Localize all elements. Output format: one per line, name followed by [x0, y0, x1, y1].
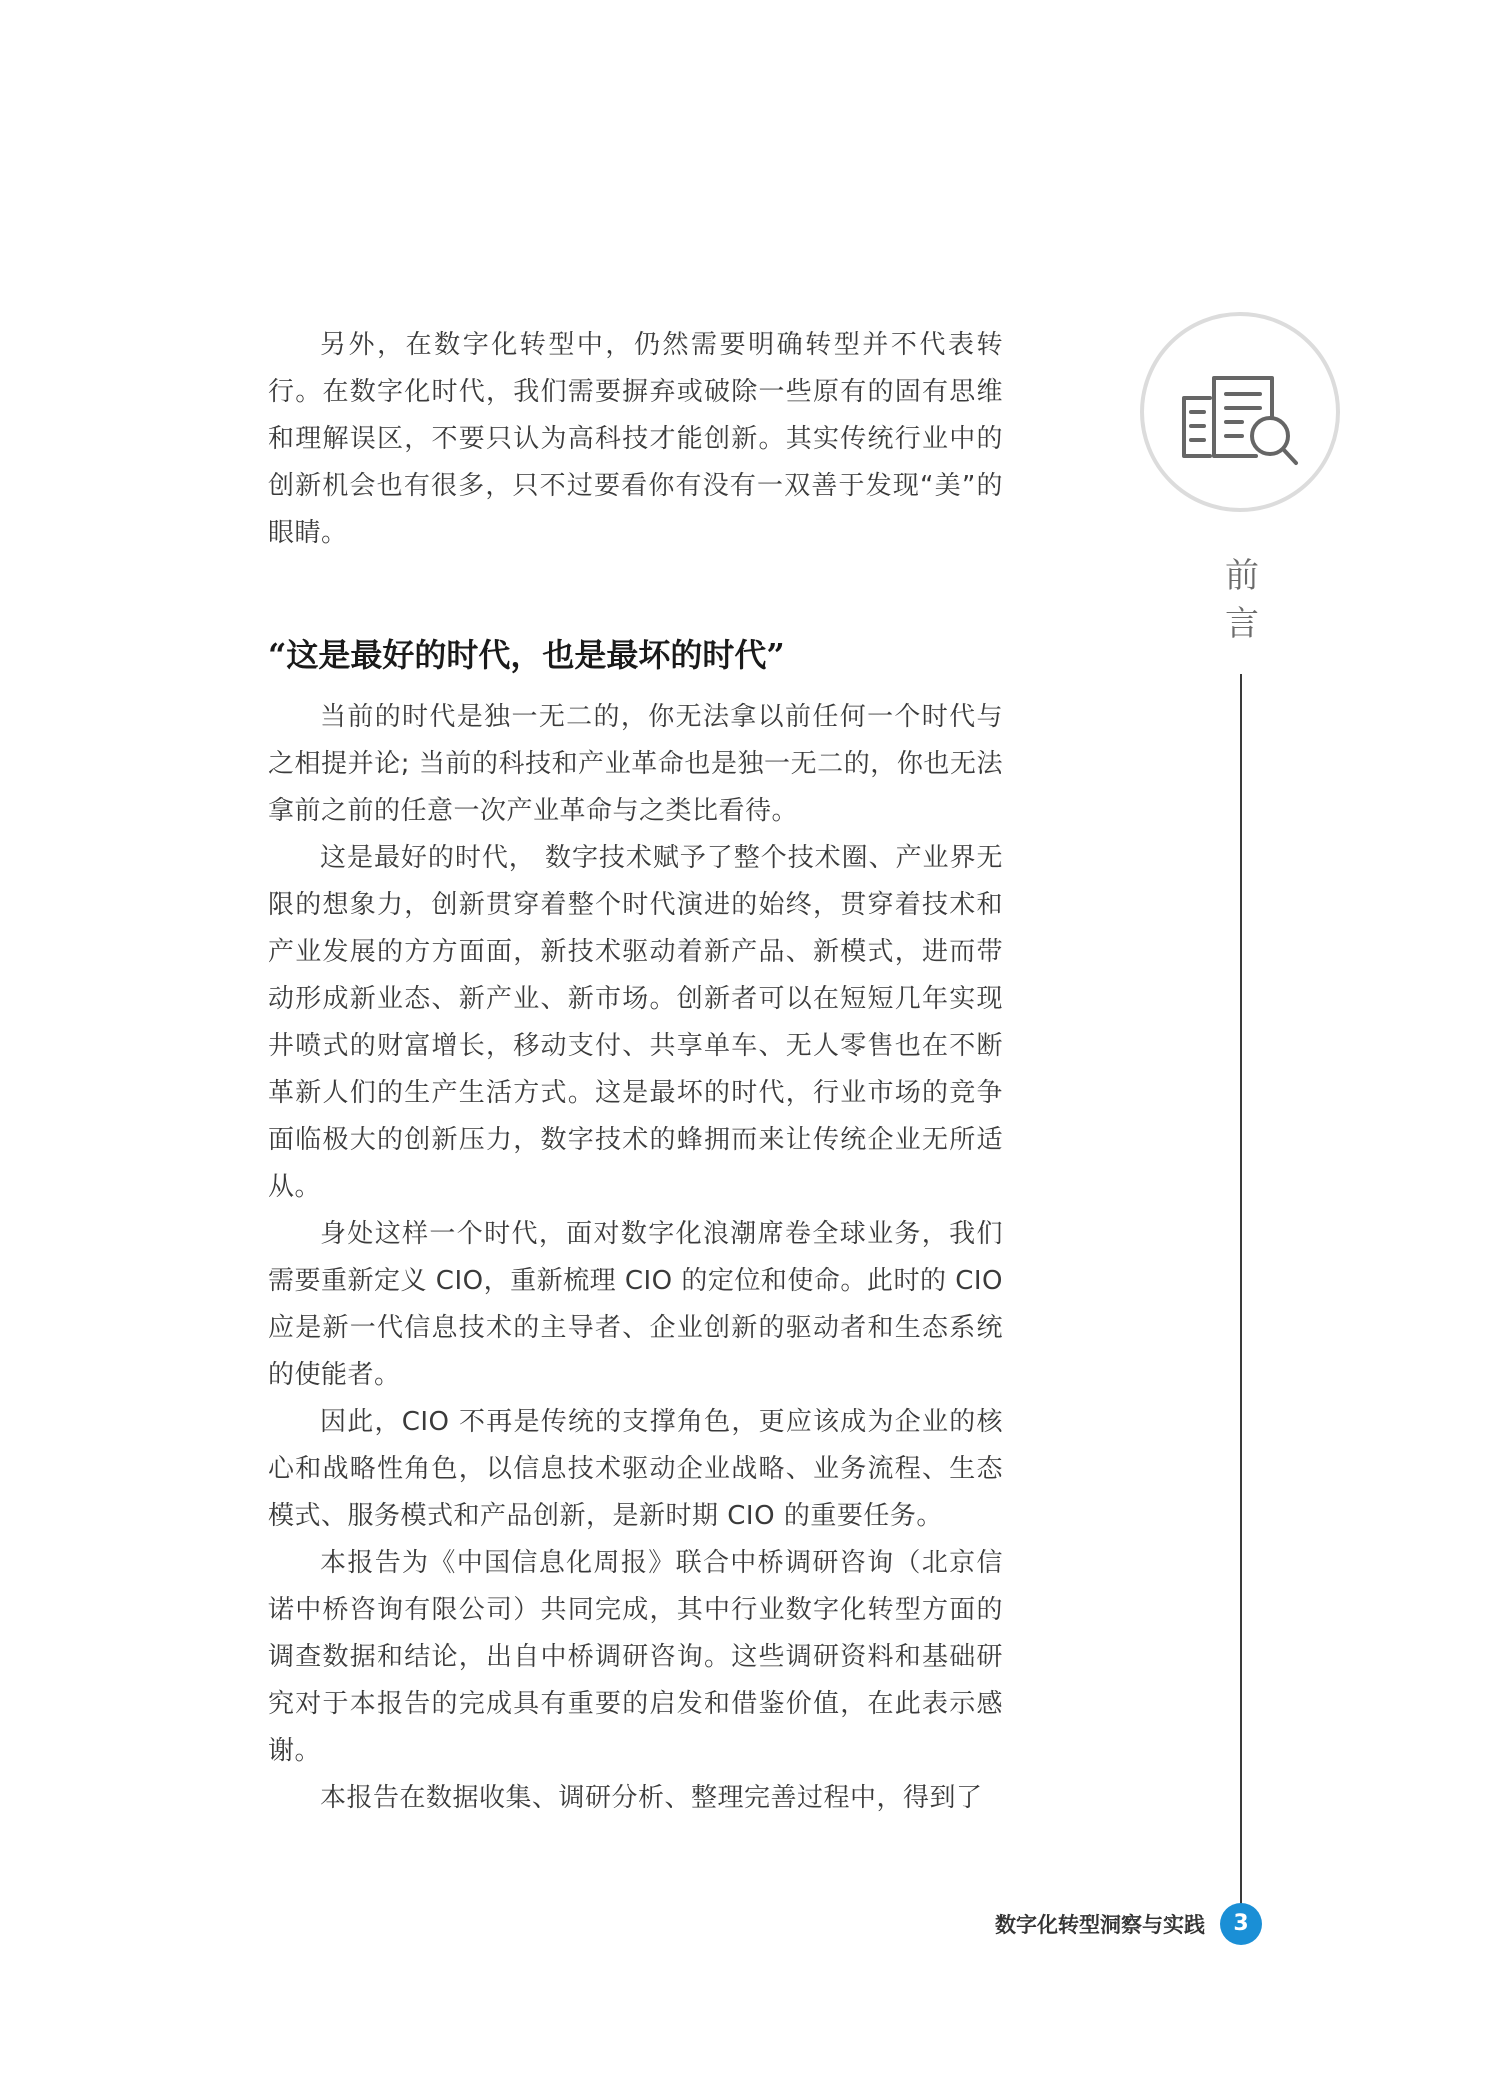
paragraph-intro: 另外，在数字化转型中，仍然需要明确转型并不代表转行。在数字化时代，我们需要摒弃或破除一些原有的固有思维和理解误区，不要只认为高科技才能创新。其实传统行业中的创新机会也有很多，只不过要看你有没有一双善于发现“美”的眼睛。: [268, 330, 1003, 548]
page-number-badge: 3: [1220, 1903, 1262, 1945]
section-heading: “这是最好的时代，也是最坏的时代”: [268, 636, 785, 674]
footer-book-title: 数字化转型洞察与实践: [995, 1913, 1205, 1937]
document-search-icon: [1176, 360, 1306, 472]
paragraph-acknowledgement: 本报告为《中国信息化周报》联合中桥调研咨询（北京信诺中桥咨询有限公司）共同完成，其中行业数字化转型方面的调查数据和结论，出自中桥调研咨询。这些调研资料和基础研究对于本报告的完成具有重要的启发和借鉴价值，在此表示感谢。: [268, 1548, 1003, 1766]
intro-paragraph-block: [268, 322, 1003, 557]
paragraph-continuation: 本报告在数据收集、调研分析、整理完善过程中，得到了: [320, 1783, 983, 1813]
section-heading-block: [268, 630, 1003, 676]
paragraph-redefine-cio: 身处这样一个时代，面对数字化浪潮席卷全球业务，我们需要重新定义 CIO，重新梳理 CIO 的定位和使命。此时的 CIO 应是新一代信息技术的主导者、企业创新的驱动者和生态系统的使能者。: [268, 1219, 1003, 1390]
section-body: [268, 694, 1003, 1822]
paragraph-best-worst: 这是最好的时代， 数字技术赋予了整个技术圈、产业界无限的想象力，创新贯穿着整个时代演进的始终，贯穿着技术和产业发展的方方面面，新技术驱动着新产品、新模式，进而带动形成新业态、新产业、新市场。创新者可以在短短几年实现井喷式的财富增长，移动支付、共享单车、无人零售也在不断革新人们的生产生活方式。这是最坏的时代，行业市场的竞争面临极大的创新压力，数字技术的蜂拥而来让传统企业无所适从。: [268, 843, 1003, 1202]
paragraph-era-unique: 当前的时代是独一无二的，你无法拿以前任何一个时代与之相提并论; 当前的科技和产业革命也是独一无二的，你也无法拿前之前的任意一次产业革命与之类比看待。: [268, 702, 1003, 826]
vertical-divider-line: [1240, 674, 1242, 1906]
preface-label: 前言: [1225, 556, 1259, 644]
preface-icon-circle: [1140, 312, 1340, 512]
paragraph-cio-role: 因此，CIO 不再是传统的支撑角色，更应该成为企业的核心和战略性角色，以信息技术驱动企业战略、业务流程、生态模式、服务模式和产品创新，是新时期 CIO 的重要任务。: [268, 1407, 1003, 1531]
